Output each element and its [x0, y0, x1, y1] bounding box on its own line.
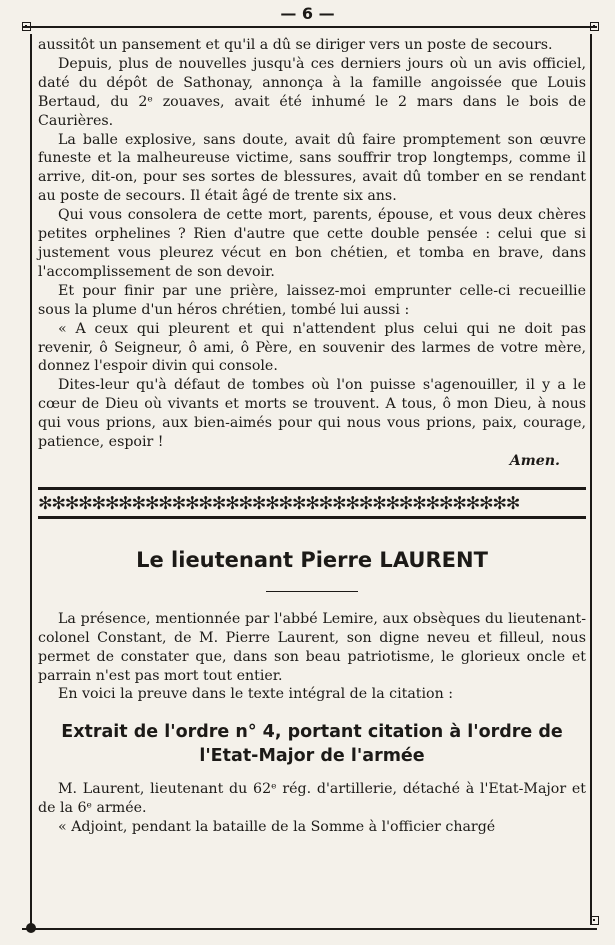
citation-body: [38, 780, 586, 837]
paragraph: « Adjoint, pendant la bataille de la Somme à l'officier chargé: [58, 819, 496, 836]
paragraph: aussitôt un pansement et qu'il a dû se diriger vers un poste de secours.: [38, 37, 553, 53]
right-border-rule: [590, 34, 592, 924]
paragraph: Qui vous consolera de cette mort, parents, épouse, et vous deux chères petites orphelines ? Rien d'autre que cette double pensée : celui que si justement vous pleurez vécut en bon chétien, et tomba en brave, dans l'accomplissement de son devoir.: [38, 207, 586, 280]
paragraph: La balle explosive, sans doute, avait dû faire promptement son œuvre funeste et la malheureuse victime, sans souffrir trop longtemps, comme il arrive, dit-on, pour ses sortes de blessures, avait dû tomber en se rendant au poste de secours. Il était âgé de trente six ans.: [38, 131, 586, 205]
star-separator: ✻✻✻✻✻✻✻✻✻✻✻✻✻✻✻✻✻✻✻✻✻✻✻✻✻✻✻✻✻✻✻✻✻✻✻✻: [38, 487, 586, 519]
left-border-rule: [30, 34, 32, 924]
corner-ornament-icon: [590, 916, 599, 925]
paragraph: M. Laurent, lieutenant du 62ᵉ rég. d'artillerie, détaché à l'Etat-Major et de la 6ᵉ armée.: [38, 781, 586, 817]
paragraph: Depuis, plus de nouvelles jusqu'à ces derniers jours où un avis officiel, daté du dépôt de Sathonay, annonça à la famille angoissée que Louis Bertaud, du 2ᵉ zouaves, avait été inhumé le 2 mars dans le bois de Caurières.: [38, 55, 586, 129]
top-rule: [22, 26, 597, 28]
article-title: Le lieutenant Pierre LAURENT: [136, 547, 488, 572]
citation-heading: Extrait de l'ordre n° 4, portant citation à l'ordre de l'Etat-Major de l'armée: [61, 722, 563, 767]
signoff: Amen.: [509, 452, 560, 469]
quote-paragraph: Dites-leur qu'à défaut de tombes où l'on puisse s'agenouiller, il y a le cœur de Dieu où vivants et morts se trouvent. A tous, ô mon Dieu, à nous qui vous prions, aux bien-aimés pour qui nous vous prions, paix, courage, patience, espoir !: [38, 377, 586, 451]
paragraph: Et pour finir par une prière, laissez-moi emprunter celle-ci recueillie sous la plume d'un héros chrétien, tombé lui aussi :: [38, 282, 586, 318]
page-number: — 6 —: [280, 4, 335, 23]
corner-ornament-icon: [22, 22, 31, 31]
corner-ornament-icon: [590, 22, 599, 31]
title-rule: [266, 591, 358, 592]
bottom-rule: [22, 928, 597, 930]
paragraph: En voici la preuve dans le texte intégral de la citation :: [58, 686, 454, 703]
text-column: [38, 36, 586, 837]
article-body: [38, 610, 586, 705]
paragraph: La présence, mentionnée par l'abbé Lemire, aux obsèques du lieutenant-colonel Constant, de M. Pierre Laurent, son digne neveu et filleul, nous permet de constater que, dans son beau patriotisme, le glorieux oncle et parrain n'est pas mort tout entier.: [38, 610, 586, 684]
quote-paragraph: « A ceux qui pleurent et qui n'attendent plus celui qui ne doit pas revenir, ô Seigneur, ô ami, ô Père, en souvenir des larmes de votre mère, donnez l'espoir divin qui console.: [38, 320, 586, 375]
